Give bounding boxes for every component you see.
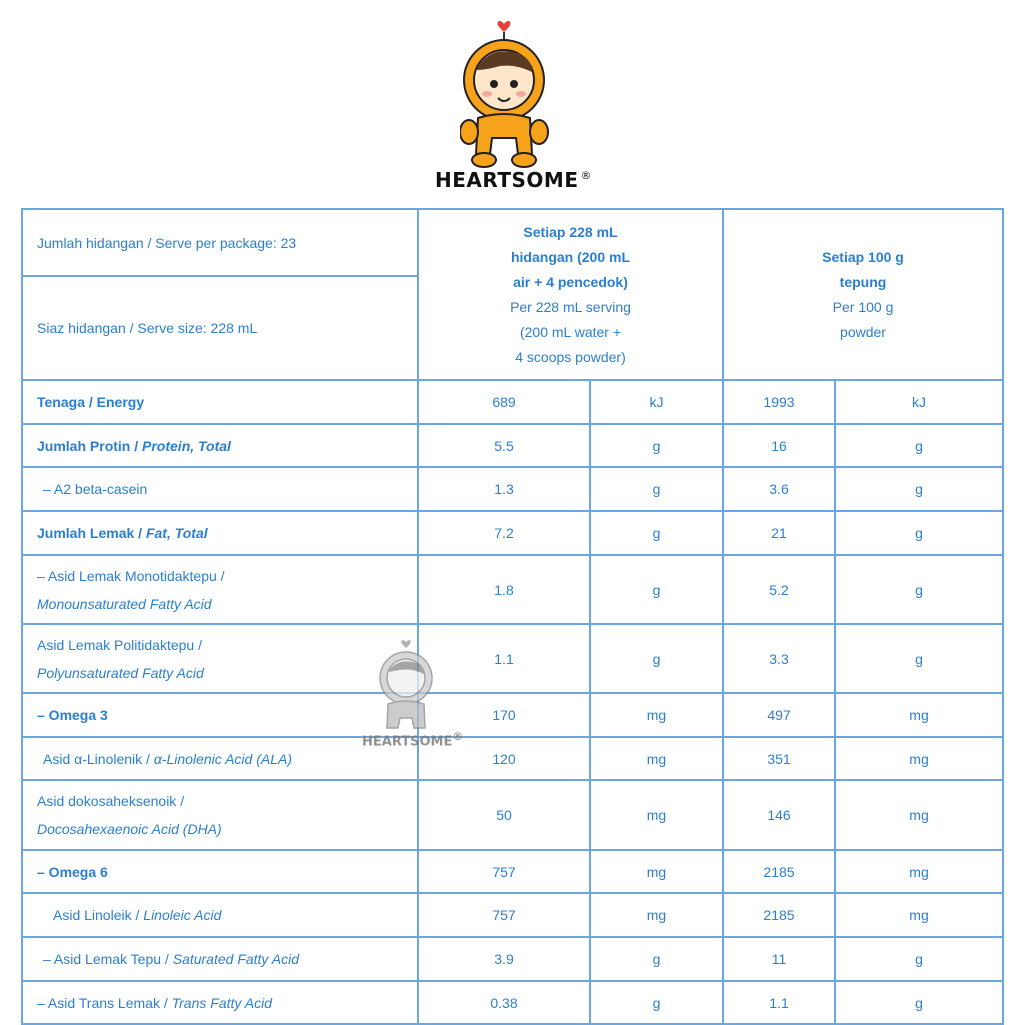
per-serving-value: 689 bbox=[418, 380, 590, 424]
nutrient-row bbox=[22, 850, 1003, 893]
per-serving-value: 1.8 bbox=[418, 555, 590, 624]
nutrient-name bbox=[22, 555, 418, 624]
per-serving-value: 757 bbox=[418, 850, 590, 893]
nutrient-row bbox=[22, 937, 1003, 981]
nutrient-name-en: Monounsaturated Fatty Acid bbox=[37, 595, 212, 612]
per-serving-value: 1.1 bbox=[418, 624, 590, 693]
nutrient-name bbox=[22, 737, 418, 780]
per-100g-value: 146 bbox=[723, 780, 835, 850]
per-100g-unit: g bbox=[835, 511, 1003, 555]
watermark-brand: HEARTSOME® bbox=[362, 730, 464, 750]
nutrient-name bbox=[22, 511, 418, 555]
per-100g-unit: g bbox=[835, 624, 1003, 693]
per-100g-unit: mg bbox=[835, 780, 1003, 850]
per-serving-value: 120 bbox=[418, 737, 590, 780]
per-serving-normal-3: 4 scoops powder) bbox=[515, 348, 626, 365]
per-serving-bold-1: Setiap 228 mL bbox=[523, 223, 618, 240]
nutrient-name bbox=[22, 424, 418, 467]
brand-logo bbox=[0, 0, 1024, 200]
per-serving-unit: mg bbox=[590, 780, 723, 850]
nutrient-name-en: Trans Fatty Acid bbox=[171, 994, 272, 1011]
per-serving-value: 50 bbox=[418, 780, 590, 850]
nutrient-name-ms: Jumlah Protin / bbox=[37, 437, 143, 454]
per-serving-value: 170 bbox=[418, 693, 590, 737]
per-100g-value: 2185 bbox=[723, 850, 835, 893]
per-serving-normal-2: (200 mL water + bbox=[519, 323, 622, 340]
per-100g-value: 1.1 bbox=[723, 981, 835, 1024]
nutrient-name bbox=[22, 467, 418, 511]
nutrient-name bbox=[22, 893, 418, 937]
nutrient-row bbox=[22, 780, 1003, 850]
nutrient-name-ms: Asid α-Linolenik / bbox=[43, 750, 154, 767]
per-serving-bold-3: air + 4 pencedok) bbox=[513, 273, 628, 290]
per-100g-value: 1993 bbox=[723, 380, 835, 424]
per-100g-value: 3.3 bbox=[723, 624, 835, 693]
nutrient-name bbox=[22, 937, 418, 981]
per-100g-unit: kJ bbox=[835, 380, 1003, 424]
per-100g-unit: g bbox=[835, 981, 1003, 1024]
nutrient-row bbox=[22, 981, 1003, 1024]
per-serving-header bbox=[418, 209, 723, 380]
per-serving-bold-2: hidangan (200 mL bbox=[510, 248, 631, 265]
per-serving-value: 0.38 bbox=[418, 981, 590, 1024]
nutrient-name-ms: – Asid Lemak Monotidaktepu / bbox=[37, 567, 225, 584]
nutrient-name-ms: Asid Linoleik / bbox=[53, 907, 144, 923]
serve-per-package: Jumlah hidangan / Serve per package: 23 bbox=[22, 209, 418, 276]
nutrient-name-ms: Asid dokosaheksenoik / bbox=[37, 793, 185, 809]
nutrient-name-en: Docosahexaenoic Acid (DHA) bbox=[37, 821, 222, 837]
nutrient-row bbox=[22, 893, 1003, 937]
per-100g-bold-2: tepung bbox=[839, 273, 887, 290]
serve-size: Siaz hidangan / Serve size: 228 mL bbox=[22, 276, 418, 380]
nutrient-row bbox=[22, 424, 1003, 467]
brand-name: HEARTSOME ® bbox=[435, 168, 592, 192]
per-serving-unit: g bbox=[590, 937, 723, 981]
nutrient-name-en: Saturated Fatty Acid bbox=[172, 951, 300, 967]
nutrient-name-ms: – A2 beta-casein bbox=[43, 481, 148, 497]
per-serving-value: 1.3 bbox=[418, 467, 590, 511]
per-serving-unit: g bbox=[590, 981, 723, 1024]
nutrient-row bbox=[22, 693, 1003, 737]
per-100g-value: 5.2 bbox=[723, 555, 835, 624]
nutrition-table bbox=[21, 208, 1004, 1025]
nutrient-name bbox=[22, 981, 418, 1024]
per-100g-bold-1: Setiap 100 g bbox=[822, 248, 904, 265]
per-serving-unit: mg bbox=[590, 737, 723, 780]
per-100g-unit: g bbox=[835, 467, 1003, 511]
nutrient-name-en: Fat, Total bbox=[145, 525, 208, 541]
nutrient-name bbox=[22, 380, 418, 424]
nutrient-row bbox=[22, 467, 1003, 511]
per-100g-value: 21 bbox=[723, 511, 835, 555]
per-serving-unit: g bbox=[590, 467, 723, 511]
per-100g-unit: mg bbox=[835, 893, 1003, 937]
per-100g-value: 3.6 bbox=[723, 467, 835, 511]
nutrient-name-ms: – Asid Trans Lemak / bbox=[37, 994, 172, 1011]
nutrient-name bbox=[22, 693, 418, 737]
per-100g-unit: mg bbox=[835, 850, 1003, 893]
nutrient-name-ms: – Omega 6 bbox=[37, 863, 108, 880]
per-100g-value: 2185 bbox=[723, 893, 835, 937]
per-100g-value: 351 bbox=[723, 737, 835, 780]
per-100g-value: 16 bbox=[723, 424, 835, 467]
per-100g-unit: g bbox=[835, 555, 1003, 624]
per-serving-unit: g bbox=[590, 424, 723, 467]
nutrient-row bbox=[22, 555, 1003, 624]
nutrient-name-en: Linoleic Acid bbox=[143, 907, 222, 923]
per-serving-unit: g bbox=[590, 555, 723, 624]
per-100g-value: 497 bbox=[723, 693, 835, 737]
per-serving-value: 5.5 bbox=[418, 424, 590, 467]
per-serving-normal-1: Per 228 mL serving bbox=[510, 298, 631, 315]
per-serving-unit: mg bbox=[590, 893, 723, 937]
nutrient-name-ms: – Asid Lemak Tepu / bbox=[43, 951, 173, 967]
nutrient-row bbox=[22, 511, 1003, 555]
per-serving-unit: g bbox=[590, 624, 723, 693]
nutrient-name-ms: Jumlah Lemak / bbox=[37, 525, 146, 541]
nutrient-name bbox=[22, 850, 418, 893]
per-100g-unit: mg bbox=[835, 737, 1003, 780]
per-100g-header bbox=[723, 209, 1003, 380]
per-100g-unit: g bbox=[835, 424, 1003, 467]
per-100g-value: 11 bbox=[723, 937, 835, 981]
per-serving-unit: kJ bbox=[590, 380, 723, 424]
per-100g-normal-2: powder bbox=[840, 323, 886, 340]
nutrient-row bbox=[22, 624, 1003, 693]
nutrient-name-en: Polyunsaturated Fatty Acid bbox=[37, 664, 204, 681]
nutrient-row bbox=[22, 380, 1003, 424]
per-serving-value: 3.9 bbox=[418, 937, 590, 981]
per-100g-unit: mg bbox=[835, 693, 1003, 737]
per-serving-value: 7.2 bbox=[418, 511, 590, 555]
nutrient-name-en: Protein, Total bbox=[142, 437, 231, 454]
per-serving-value: 757 bbox=[418, 893, 590, 937]
nutrient-name bbox=[22, 780, 418, 850]
per-serving-unit: mg bbox=[590, 693, 723, 737]
nutrient-name bbox=[22, 624, 418, 693]
nutrient-name-ms: Asid Lemak Politidaktepu / bbox=[37, 636, 202, 653]
nutrient-name-ms: Tenaga / Energy bbox=[37, 394, 145, 410]
nutrient-name-ms: – Omega 3 bbox=[37, 707, 108, 723]
nutrient-row bbox=[22, 737, 1003, 780]
per-serving-unit: g bbox=[590, 511, 723, 555]
nutrient-name-en: α-Linolenic Acid (ALA) bbox=[153, 750, 293, 767]
per-serving-unit: mg bbox=[590, 850, 723, 893]
per-100g-normal-1: Per 100 g bbox=[832, 298, 894, 315]
per-100g-unit: g bbox=[835, 937, 1003, 981]
mascot-icon bbox=[460, 14, 560, 170]
